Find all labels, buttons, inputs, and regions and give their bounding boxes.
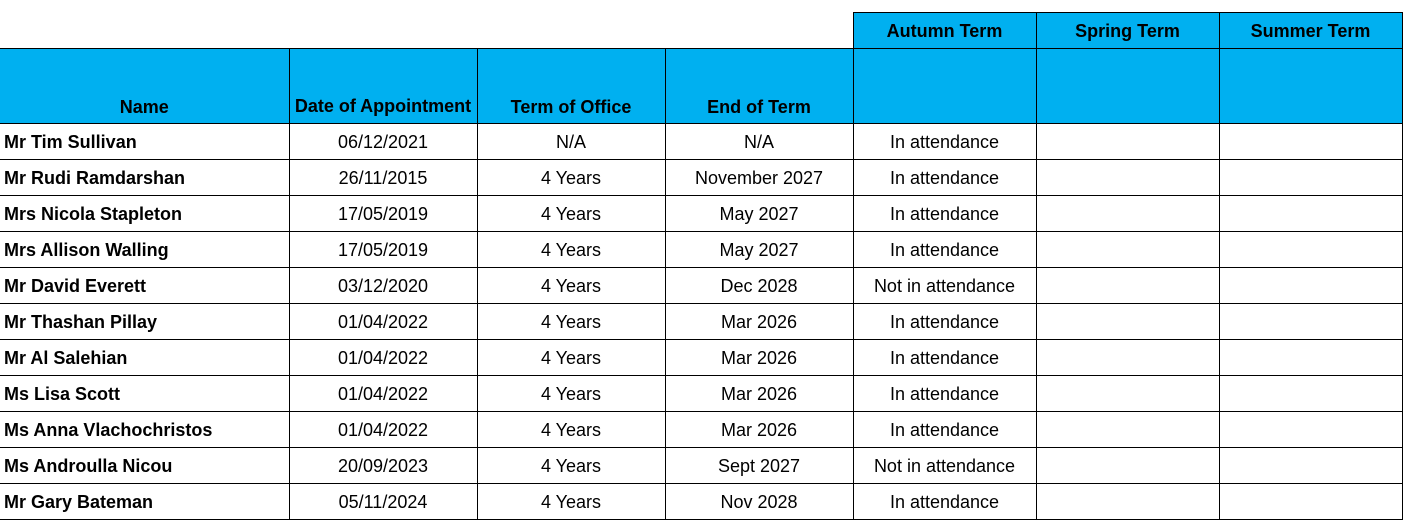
appointment-date-cell: 01/04/2022	[289, 304, 477, 340]
member-name-cell: Mrs Nicola Stapleton	[0, 196, 289, 232]
autumn-term-subheader	[853, 49, 1036, 124]
end-of-term-cell: Mar 2026	[665, 340, 853, 376]
member-name-cell: Ms Anna Vlachochristos	[0, 412, 289, 448]
table-row	[0, 304, 1402, 340]
spring-attendance-cell	[1036, 376, 1219, 412]
end-of-term-cell: Mar 2026	[665, 304, 853, 340]
autumn-attendance-cell: In attendance	[853, 376, 1036, 412]
term-of-office-cell: 4 Years	[477, 484, 665, 520]
autumn-term-header: Autumn Term	[853, 13, 1036, 49]
member-name-cell: Mr Gary Bateman	[0, 484, 289, 520]
summer-attendance-cell	[1219, 376, 1402, 412]
end-of-term-cell: Mar 2026	[665, 412, 853, 448]
summer-attendance-cell	[1219, 268, 1402, 304]
member-name-cell: Mrs Allison Walling	[0, 232, 289, 268]
summer-term-subheader	[1219, 49, 1402, 124]
summer-attendance-cell	[1219, 124, 1402, 160]
table-row	[0, 484, 1402, 520]
term-of-office-cell: 4 Years	[477, 376, 665, 412]
term-of-office-cell: 4 Years	[477, 412, 665, 448]
term-of-office-cell: 4 Years	[477, 268, 665, 304]
term-of-office-cell: 4 Years	[477, 304, 665, 340]
autumn-attendance-cell: In attendance	[853, 304, 1036, 340]
date-of-appointment-column-header: Date of Appointment	[289, 49, 477, 124]
end-of-term-cell: Nov 2028	[665, 484, 853, 520]
summer-attendance-cell	[1219, 232, 1402, 268]
spring-attendance-cell	[1036, 124, 1219, 160]
term-header-row	[0, 13, 1402, 49]
table-row	[0, 268, 1402, 304]
member-name-cell: Mr Rudi Ramdarshan	[0, 160, 289, 196]
summer-attendance-cell	[1219, 304, 1402, 340]
blank-cell	[289, 13, 477, 49]
end-of-term-cell: May 2027	[665, 196, 853, 232]
spring-attendance-cell	[1036, 412, 1219, 448]
autumn-attendance-cell: In attendance	[853, 232, 1036, 268]
spring-attendance-cell	[1036, 196, 1219, 232]
end-of-term-cell: Sept 2027	[665, 448, 853, 484]
spring-attendance-cell	[1036, 268, 1219, 304]
term-of-office-cell: N/A	[477, 124, 665, 160]
blank-cell	[477, 13, 665, 49]
term-of-office-cell: 4 Years	[477, 232, 665, 268]
table-row	[0, 412, 1402, 448]
appointment-date-cell: 06/12/2021	[289, 124, 477, 160]
attendance-table	[0, 12, 1403, 520]
end-of-term-cell: N/A	[665, 124, 853, 160]
summer-attendance-cell	[1219, 412, 1402, 448]
term-of-office-cell: 4 Years	[477, 160, 665, 196]
spring-attendance-cell	[1036, 304, 1219, 340]
end-of-term-column-header: End of Term	[665, 49, 853, 124]
end-of-term-cell: May 2027	[665, 232, 853, 268]
appointment-date-cell: 01/04/2022	[289, 412, 477, 448]
autumn-attendance-cell: In attendance	[853, 160, 1036, 196]
appointment-date-cell: 26/11/2015	[289, 160, 477, 196]
spring-attendance-cell	[1036, 232, 1219, 268]
spring-term-header: Spring Term	[1036, 13, 1219, 49]
member-name-cell: Mr David Everett	[0, 268, 289, 304]
appointment-date-cell: 05/11/2024	[289, 484, 477, 520]
autumn-attendance-cell: Not in attendance	[853, 268, 1036, 304]
autumn-attendance-cell: In attendance	[853, 412, 1036, 448]
blank-cell	[0, 13, 289, 49]
blank-cell	[665, 13, 853, 49]
end-of-term-cell: November 2027	[665, 160, 853, 196]
appointment-date-cell: 17/05/2019	[289, 232, 477, 268]
autumn-attendance-cell: In attendance	[853, 196, 1036, 232]
autumn-attendance-cell: In attendance	[853, 340, 1036, 376]
table-row	[0, 340, 1402, 376]
term-of-office-cell: 4 Years	[477, 448, 665, 484]
member-name-cell: Mr Thashan Pillay	[0, 304, 289, 340]
spring-attendance-cell	[1036, 340, 1219, 376]
member-name-cell: Ms Androulla Nicou	[0, 448, 289, 484]
term-of-office-cell: 4 Years	[477, 340, 665, 376]
table-row	[0, 196, 1402, 232]
name-column-header: Name	[0, 49, 289, 124]
table-row	[0, 232, 1402, 268]
table-row	[0, 124, 1402, 160]
member-name-cell: Mr Tim Sullivan	[0, 124, 289, 160]
member-name-cell: Ms Lisa Scott	[0, 376, 289, 412]
term-of-office-column-header: Term of Office	[477, 49, 665, 124]
autumn-attendance-cell: In attendance	[853, 124, 1036, 160]
table-body	[0, 13, 1402, 520]
table-row	[0, 376, 1402, 412]
appointment-date-cell: 17/05/2019	[289, 196, 477, 232]
summer-attendance-cell	[1219, 196, 1402, 232]
appointment-date-cell: 03/12/2020	[289, 268, 477, 304]
table-row	[0, 448, 1402, 484]
summer-attendance-cell	[1219, 448, 1402, 484]
end-of-term-cell: Dec 2028	[665, 268, 853, 304]
table-row	[0, 160, 1402, 196]
end-of-term-cell: Mar 2026	[665, 376, 853, 412]
summer-attendance-cell	[1219, 160, 1402, 196]
term-of-office-cell: 4 Years	[477, 196, 665, 232]
spring-attendance-cell	[1036, 484, 1219, 520]
spring-attendance-cell	[1036, 160, 1219, 196]
autumn-attendance-cell: In attendance	[853, 484, 1036, 520]
appointment-date-cell: 20/09/2023	[289, 448, 477, 484]
column-header-row	[0, 49, 1402, 124]
spring-attendance-cell	[1036, 448, 1219, 484]
appointment-date-cell: 01/04/2022	[289, 340, 477, 376]
autumn-attendance-cell: Not in attendance	[853, 448, 1036, 484]
summer-term-header: Summer Term	[1219, 13, 1402, 49]
appointment-date-cell: 01/04/2022	[289, 376, 477, 412]
summer-attendance-cell	[1219, 340, 1402, 376]
spring-term-subheader	[1036, 49, 1219, 124]
member-name-cell: Mr Al Salehian	[0, 340, 289, 376]
summer-attendance-cell	[1219, 484, 1402, 520]
